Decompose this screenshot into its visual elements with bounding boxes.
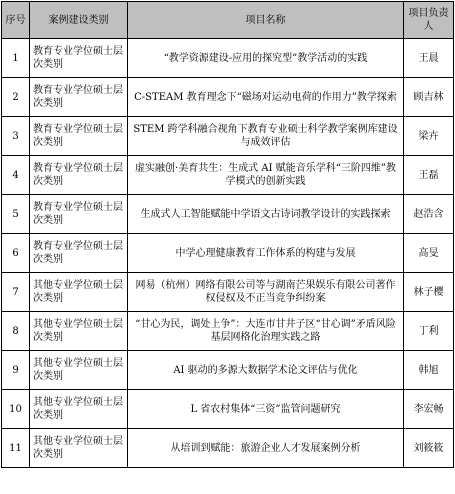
table-row xyxy=(2,78,454,117)
table-body xyxy=(2,39,454,468)
row-number: 2 xyxy=(2,78,30,117)
row-category: 教育专业学位硕士层次类别 xyxy=(30,234,128,273)
table-header xyxy=(2,2,454,39)
row-category: 教育专业学位硕士层次类别 xyxy=(30,78,128,117)
header-lead: 项目负责人 xyxy=(404,2,454,39)
row-project-name: L 省农村集体“三资”监管问题研究 xyxy=(128,390,404,429)
row-project-lead: 高旻 xyxy=(404,234,454,273)
row-number: 11 xyxy=(2,429,30,468)
project-table xyxy=(1,1,454,468)
row-project-name: C-STEAM 教育理念下“磁场对运动电荷的作用力”教学探索 xyxy=(128,78,404,117)
row-project-lead: 王晨 xyxy=(404,39,454,78)
row-category: 其他专业学位硕士层次类别 xyxy=(30,429,128,468)
table-row xyxy=(2,234,454,273)
row-project-lead: 王磊 xyxy=(404,156,454,195)
row-number: 3 xyxy=(2,117,30,156)
row-project-lead: 丁利 xyxy=(404,312,454,351)
row-number: 6 xyxy=(2,234,30,273)
row-number: 9 xyxy=(2,351,30,390)
row-number: 7 xyxy=(2,273,30,312)
row-project-name: AI 驱动的多源大数据学术论文评估与优化 xyxy=(128,351,404,390)
header-name: 项目名称 xyxy=(128,2,404,39)
row-category: 教育专业学位硕士层次类别 xyxy=(30,156,128,195)
row-project-name: 中学心理健康教育工作体系的构建与发展 xyxy=(128,234,404,273)
row-project-name: “教学资源建设-应用的探究型”教学活动的实践 xyxy=(128,39,404,78)
row-project-lead: 李宏畅 xyxy=(404,390,454,429)
row-project-lead: 赵浩含 xyxy=(404,195,454,234)
table-row xyxy=(2,156,454,195)
row-project-lead: 顾吉林 xyxy=(404,78,454,117)
table-row xyxy=(2,117,454,156)
row-project-name: 网易（杭州）网络有限公司等与湖南芒果娱乐有限公司著作权侵权及不正当竞争纠纷案 xyxy=(128,273,404,312)
header-row xyxy=(2,2,454,39)
row-category: 其他专业学位硕士层次类别 xyxy=(30,273,128,312)
row-project-lead: 林子樱 xyxy=(404,273,454,312)
row-project-lead: 刘筱筱 xyxy=(404,429,454,468)
row-project-name: “甘心为民，调处上争”：大连市甘井子区“甘心调”矛盾风险基层网格化治理实践之路 xyxy=(128,312,404,351)
row-number: 1 xyxy=(2,39,30,78)
table-row xyxy=(2,273,454,312)
table-row xyxy=(2,429,454,468)
row-category: 其他专业学位硕士层次类别 xyxy=(30,351,128,390)
row-project-lead: 韩旭 xyxy=(404,351,454,390)
table-row xyxy=(2,351,454,390)
row-number: 4 xyxy=(2,156,30,195)
row-project-name: 生成式人工智能赋能中学语文古诗词教学设计的实践探索 xyxy=(128,195,404,234)
table-row xyxy=(2,390,454,429)
table-row xyxy=(2,195,454,234)
row-category: 教育专业学位硕士层次类别 xyxy=(30,39,128,78)
row-category: 教育专业学位硕士层次类别 xyxy=(30,117,128,156)
header-no: 序号 xyxy=(2,2,30,39)
row-project-name: 虚实融创·美育共生：生成式 AI 赋能音乐学科“三阶四维”教学模式的创新实践 xyxy=(128,156,404,195)
row-category: 教育专业学位硕士层次类别 xyxy=(30,195,128,234)
row-category: 其他专业学位硕士层次类别 xyxy=(30,312,128,351)
row-project-name: 从培训到赋能：旅游企业人才发展案例分析 xyxy=(128,429,404,468)
row-number: 10 xyxy=(2,390,30,429)
row-project-lead: 梁卉 xyxy=(404,117,454,156)
row-category: 其他专业学位硕士层次类别 xyxy=(30,390,128,429)
row-project-name: STEM 跨学科融合视角下教育专业硕士科学教学案例库建设与成效评估 xyxy=(128,117,404,156)
header-category: 案例建设类别 xyxy=(30,2,128,39)
row-number: 8 xyxy=(2,312,30,351)
row-number: 5 xyxy=(2,195,30,234)
table-row xyxy=(2,39,454,78)
table-row xyxy=(2,312,454,351)
